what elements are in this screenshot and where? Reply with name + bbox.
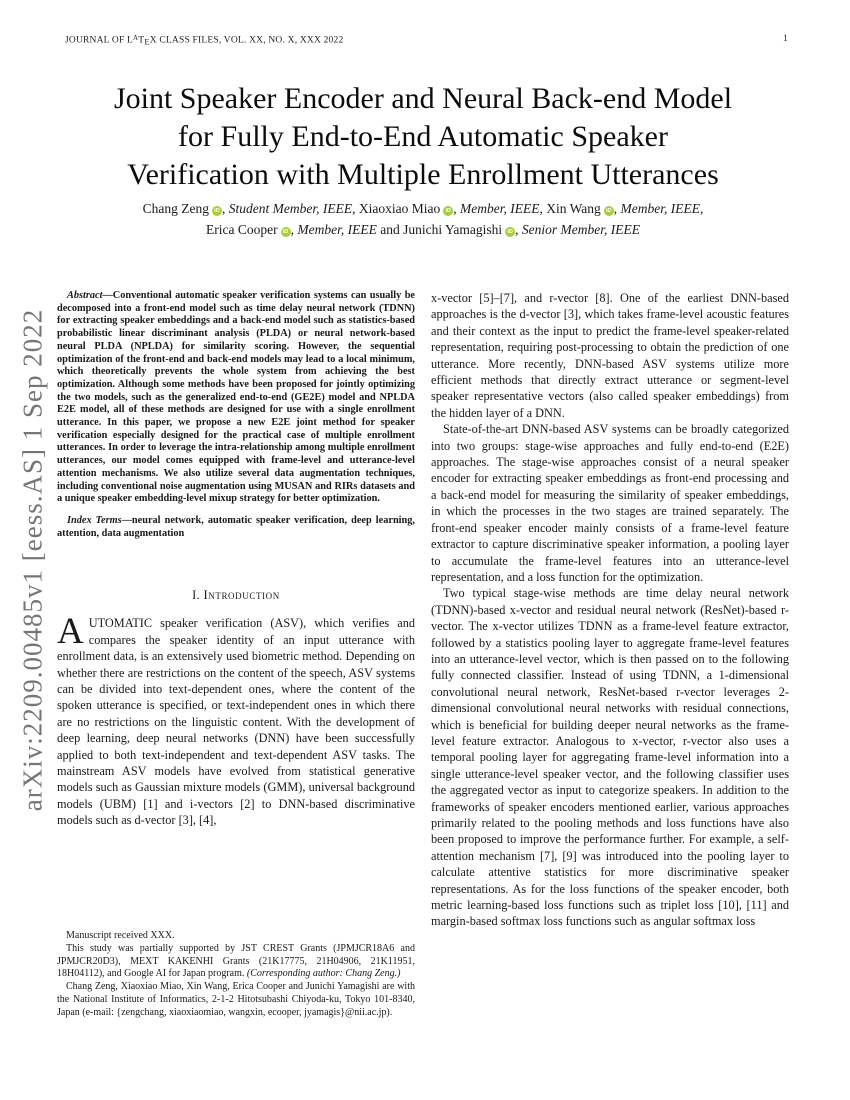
orcid-icon: iD bbox=[281, 227, 291, 237]
abstract-label: Abstract bbox=[67, 290, 103, 301]
dropcap-letter: A bbox=[57, 611, 84, 653]
author-name: Erica Cooper bbox=[206, 222, 278, 237]
author-name: Chang Zeng bbox=[142, 201, 210, 216]
author-name: Junichi Yamagishi bbox=[403, 222, 503, 237]
corresponding-author-note: (Corresponding author: Chang Zeng.) bbox=[246, 968, 401, 980]
footnote-affiliation: Chang Zeng, Xiaoxiao Miao, Xin Wang, Erica Cooper and Junichi Yamagishi are with the National Institute of Informatics, 2-1-2 Hitotsubashi Chiyoda-ku, Tokyo 101-8340, Japan (e-mail: {zengchang, xiaoxiaomiao, wangxin, ecooper, jyamagis}@nii.ac.jp). bbox=[57, 981, 415, 1018]
author-name: Xin Wang bbox=[546, 201, 601, 216]
running-header bbox=[65, 34, 788, 47]
author-role: Member, IEEE bbox=[297, 222, 377, 237]
author-role: Student Member, IEEE bbox=[228, 201, 353, 216]
author-role: Member, IEEE bbox=[459, 201, 540, 216]
paper-title-line-3: Verification with Multiple Enrollment Utterances bbox=[127, 158, 719, 191]
paper-title-line-2: for Fully End-to-End Automatic Speaker bbox=[178, 120, 668, 153]
author-role: Senior Member, IEEE bbox=[521, 222, 640, 237]
orcid-icon: iD bbox=[212, 206, 222, 216]
author-name: Xiaoxiao Miao bbox=[358, 201, 441, 216]
first-page-footnote bbox=[57, 930, 415, 1020]
column-right bbox=[431, 290, 789, 1086]
orcid-icon: iD bbox=[505, 227, 515, 237]
intro-lead-caps: UTOMATIC bbox=[88, 616, 153, 631]
author-line-2: Erica Cooper iD , Member, IEEE and Junichi Yamagishi iD , Senior Member, IEEE bbox=[206, 222, 640, 237]
author-line-1: Chang Zeng iD , Student Member, IEEE, Xiaoxiao Miao iD , Member, IEEE, Xin Wang iD , Member, IEEE, bbox=[142, 201, 704, 216]
abstract: Abstract—Conventional automatic speaker verification systems can usually be decomposed into a front-end model such as time delay neural network (TDNN) for extracting speaker embeddings and a back-end model such as statistics-based probabilistic linear discriminant analysis (PLDA) or neural network-based neural PLDA (NPLDA) for similarity scoring. However, the sequential optimization of the front-end and back-end models may lead to a local minimum, which theoretically prevents the whole system from achieving the best optimization. Although some methods have been proposed for jointly optimizing the two models, such as the generalized end-to-end (GE2E) model and NPLDA E2E model, all of these methods are designed for use with a single enrollment utterance. In this paper, we propose a new E2E joint method for speaker verification especially designed for the practical case of multiple enrollment utterances. In order to leverage the intra-relationship among multiple enrollment utterances, our model comes equipped with frame-level and utterance-level attention mechanisms. We also utilize several data augmentation techniques, including conventional noise augmentation using MUSAN and RIRs datasets and a unique speaker embedding-level mixup strategy for better optimization. bbox=[57, 290, 415, 505]
body-paragraph: x-vector [5]–[7], and r-vector [8]. One of the earliest DNN-based approaches is the d-vector [3], which takes frame-level acoustic features and their context as the input to predict the frame-level speaker-related representation, requiring post-processing to obtain the prediction of one utterance. More recently, DNN-based ASV systems utilize more efficient methods that directly extract utterance or segment-level speaker representative vectors (also called speaker embeddings) from the hidden layer of a DNN. bbox=[431, 291, 789, 420]
body-paragraph: State-of-the-art DNN-based ASV systems can be broadly categorized into two groups: stage-wise approaches and fully end-to-end (E2E) approaches. The stage-wise approaches consist of a neural speaker encoder for extracting speaker embeddings as front-end processing and a back-end model for measuring the similarity of speaker embeddings, in which the processes in the two stages are trained separately. The front-end speaker encoder mainly consists of a frame-level feature extractor to capture discriminative speaker information, a pooling layer to accumulate the frame-level features into an utterance-level representation, and a loss function for the optimization. bbox=[431, 422, 789, 584]
index-terms-label: Index Terms bbox=[67, 514, 122, 526]
orcid-icon: iD bbox=[604, 206, 614, 216]
column-left bbox=[57, 290, 415, 1086]
footnote-manuscript: Manuscript received XXX. bbox=[66, 930, 175, 941]
paper-title bbox=[57, 80, 789, 194]
index-terms: Index Terms—neural network, automatic speaker verification, deep learning, attention, data augmentation bbox=[57, 514, 415, 539]
footnote-funding: This study was partially supported by JST CREST Grants (JPMJCR18A6 and JPMJCR20D3), MEXT KAKENHI Grants (21K17775, 21H04906, 21K11951, 18H04112), and Google AI for Japan program. (Corresponding author: Chang Zeng.) bbox=[57, 942, 415, 980]
intro-paragraph: AUTOMATIC speaker verification (ASV), which verifies and compares the speaker identity of an input utterance with enrollment data, is an extensively used biometric method. Depending on whether there are restrictions on the content of the speech, ASV systems can be divided into text-dependent ones, where the content of the spoken utterance is specified, or text-independent ones in which there are no restrictions on the linguistic content. With the development of deep learning, deep neural networks (DNN) have been successfully applied to both text-independent and text-dependent ASV tasks. The mainstream ASV models have evolved from statistical generative models such as Gaussian mixture models (GMM), universal background models (UBM) [1] and i-vectors [2] to DNN-based discriminative models such as d-vector [3], [4], bbox=[57, 611, 415, 828]
orcid-icon: iD bbox=[443, 206, 453, 216]
paper-title-line-1: Joint Speaker Encoder and Neural Back-end Model bbox=[113, 82, 733, 115]
page-number: 1 bbox=[783, 34, 788, 44]
section-title: Introduction bbox=[203, 588, 280, 603]
section-heading-introduction bbox=[57, 588, 415, 603]
arxiv-watermark: arXiv:2209.00485v1 [eess.AS] 1 Sep 2022 bbox=[17, 308, 48, 812]
author-role: Member, IEEE bbox=[620, 201, 700, 216]
two-column-body bbox=[57, 290, 789, 1086]
section-number: I. bbox=[192, 588, 201, 603]
author-block bbox=[57, 198, 789, 240]
body-paragraph: Two typical stage-wise methods are time delay neural network (TDNN)-based x-vector and residual neural network (ResNet)-based r-vector. The x-vector utilizes TDNN as a frame-level feature extractor, followed by a statistics pooling layer to aggregate frame-level features into an utterance-level vector, which is then passed on to the following fully connected classifier. Instead of using TDNN, a 1-dimensional convolutional neural network, ResNet-based r-vector leverages 2-dimensional convolutional neural networks with residual connections, which is beneficial for building deeper neural networks as the frame-level feature extractor. Analogous to x-vector, r-vector also uses a temporal pooling layer for aggregating frame-level information into a single utterance-level speaker vector, and the following classifier uses the aggregated vector as input to categorize speakers. In addition to the frameworks of speaker encoders mentioned earlier, various approaches primarily related to the pooling methods and loss functions have also been proposed to improve the performance further. For example, a self-attention mechanism [7], [9] was introduced into the pooling layer to calculate attentive statistics for more discriminative speaker representations. As for the loss functions of the speaker encoder, both metric learning-based loss functions such as triplet loss [10], [11] and margin-based softmax loss functions such as angular softmax loss bbox=[431, 586, 789, 929]
journal-header: JOURNAL OF $L^ATEX$ CLASS FILES, VOL. XX, NO. X, XXX 2022 bbox=[65, 34, 344, 47]
